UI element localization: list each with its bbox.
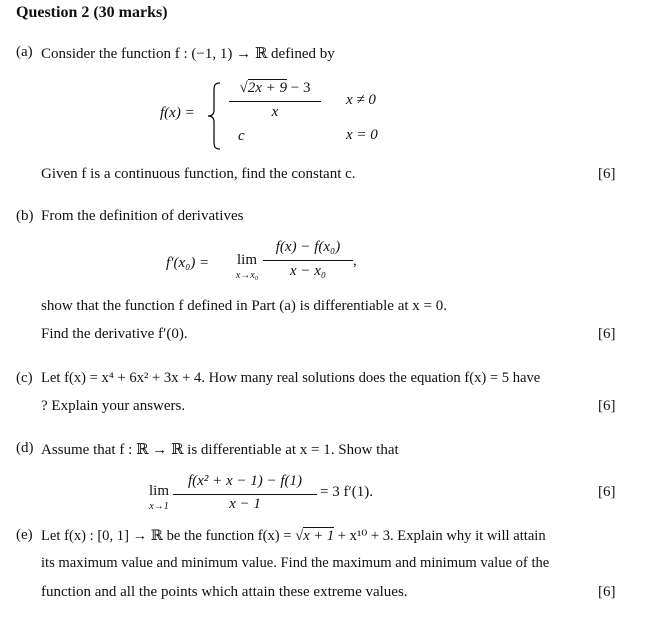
- part-d-numerator: f(x² + x − 1) − f(1): [188, 473, 302, 489]
- part-d-limit: [143, 484, 175, 512]
- part-e-line1: [41, 527, 546, 545]
- part-c-label: (c): [16, 370, 33, 386]
- case2-condition: x = 0: [346, 127, 378, 143]
- part-c-marks: [6]: [598, 398, 616, 414]
- part-e-line1-a: Let f(x) : [0, 1] → ℝ be the function f(x) =: [41, 528, 296, 544]
- part-b-limit: [230, 253, 264, 281]
- part-c-line1: Let f(x) = x⁴ + 6x² + 3x + 4. How many real solutions does the equation f(x) = 5 have: [41, 370, 541, 386]
- case1-denominator: x: [271, 104, 279, 120]
- sqrt-icon: √: [239, 80, 248, 96]
- part-e-line2: its maximum value and minimum value. Find the maximum and minimum value of the: [41, 555, 550, 571]
- derivative-lhs: f′(x₀) =: [166, 255, 210, 271]
- part-b-intro: From the definition of derivatives: [41, 208, 244, 224]
- part-b-line1: show that the function f defined in Part (a) is differentiable at x = 0.: [41, 298, 447, 314]
- part-a-intro: Consider the function f : (−1, 1) → ℝ defined by: [41, 46, 335, 62]
- part-b-comma: ,: [353, 253, 357, 269]
- part-a-question: Given f is a continuous function, find the constant c.: [41, 166, 356, 182]
- part-e-line1-b: + x¹⁰ + 3. Explain why it will attain: [334, 528, 546, 544]
- part-e-label: (e): [16, 527, 33, 543]
- piecewise-lhs: f(x) =: [160, 105, 195, 121]
- part-b-numerator: f(x) − f(x₀): [275, 239, 341, 255]
- case1-fraction-bar: [229, 101, 321, 102]
- case2-value: c: [238, 128, 245, 144]
- part-b-marks: [6]: [598, 326, 616, 342]
- part-b-fraction-bar: [263, 260, 353, 261]
- lim-subscript: x→x₀: [235, 270, 259, 281]
- part-b-line2: Find the derivative f′(0).: [41, 326, 188, 342]
- part-b-label: (b): [16, 208, 34, 224]
- case1-numerator: [229, 80, 321, 97]
- part-b-denominator: x − x₀: [289, 263, 327, 279]
- sqrt-icon: √: [295, 528, 304, 544]
- part-e-marks: [6]: [598, 584, 616, 600]
- lim-word: lim: [148, 483, 169, 499]
- part-d-fraction-bar: [173, 494, 317, 495]
- case1-sqrt-arg: 2x + 9: [247, 80, 288, 96]
- part-d-intro: Assume that f : ℝ → ℝ is differentiable at x = 1. Show that: [41, 442, 399, 458]
- part-e-sqrt-arg: x + 1: [303, 528, 335, 544]
- lim-word: lim: [236, 252, 257, 268]
- part-d-denominator: x − 1: [229, 496, 261, 512]
- lim-subscript: x→1: [149, 501, 169, 512]
- part-e-line3: function and all the points which attain these extreme values.: [41, 584, 408, 600]
- question-title: Question 2 (30 marks): [16, 4, 168, 21]
- part-a-label: (a): [16, 44, 33, 60]
- case1-num-rest: − 3: [287, 80, 311, 96]
- part-c-line2: ? Explain your answers.: [41, 398, 186, 414]
- case1-condition: x ≠ 0: [346, 92, 376, 108]
- part-d-rhs: = 3 f′(1).: [320, 484, 373, 500]
- part-a-marks: [6]: [598, 166, 616, 182]
- part-d-marks: [6]: [598, 484, 616, 500]
- part-d-label: (d): [16, 440, 34, 456]
- left-brace-icon: [206, 82, 222, 150]
